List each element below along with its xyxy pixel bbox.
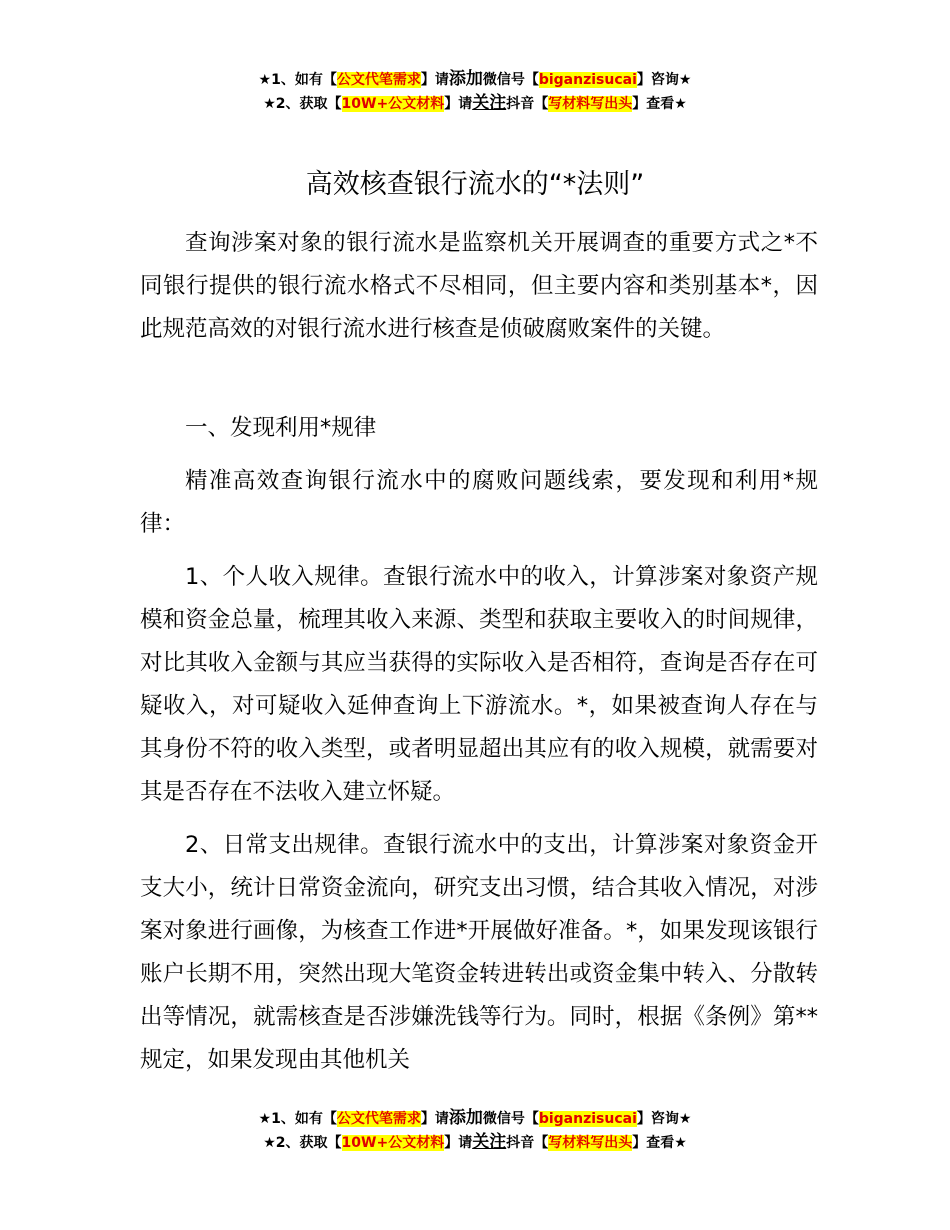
highlight-douyin: 写材料写出头 (548, 1135, 633, 1151)
star-icon: ★ (263, 1135, 276, 1151)
banner-emphasis: 关注 (472, 93, 507, 113)
banner-emphasis: 添加 (448, 1108, 483, 1128)
banner-text: 】查看 (632, 96, 675, 112)
highlight-service: 公文代笔需求 (336, 72, 421, 88)
star-icon: ★ (258, 1111, 272, 1127)
paragraph-text: 精准高效查询银行流水中的腐败问题线索，要发现和利用*规律： (140, 468, 818, 537)
banner-text: 微信号【 (482, 72, 539, 88)
banner-text: 】咨询 (636, 72, 679, 88)
banner-text: 1、如有【 (271, 1111, 337, 1127)
banner-line-2 (0, 92, 950, 116)
highlight-wechat-id: biganzisucai (538, 1111, 637, 1127)
star-icon: ★ (674, 1135, 687, 1151)
banner-emphasis: 添加 (448, 69, 483, 89)
document-title: 高效核查银行流水的“*法则” (305, 169, 645, 200)
banner-text: 1、如有【 (271, 72, 337, 88)
banner-text: 2、获取【 (275, 96, 342, 112)
highlight-douyin: 写材料写出头 (548, 96, 633, 112)
banner-text: 微信号【 (482, 1111, 539, 1127)
highlight-materials: 10W+公文材料 (341, 96, 445, 112)
star-icon: ★ (674, 96, 687, 112)
banner-text: 】咨询 (636, 1111, 679, 1127)
footer-banner (0, 1107, 950, 1155)
paragraph-text: 查询涉案对象的银行流水是监察机关开展调查的重要方式之*不同银行提供的银行流水格式不尽相同，但主要内容和类别基本*，因此规范高效的对银行流水进行核查是侦破腐败案件的关键。 (140, 230, 818, 342)
header-banner (0, 68, 950, 116)
heading-text: 一、发现利用*规律 (185, 415, 377, 441)
paragraph-text: 2、日常支出规律。查银行流水中的支出，计算涉案对象资金开支大小，统计日常资金流向，研究支出习惯，结合其收入情况，对涉案对象进行画像，为核查工作进*开展做好准备。*，如果发现该银行账户长期不用，突然出现大笔资金转进转出或资金集中转入、分散转出等情况，就需核查是否涉嫌洗钱等行为。同时，根据《条例》第**规定，如果发现由其他机关 (140, 832, 818, 1073)
star-icon: ★ (678, 1111, 692, 1127)
highlight-service: 公文代笔需求 (336, 1111, 421, 1127)
banner-text: 】请 (420, 72, 449, 88)
section-heading (140, 407, 818, 450)
paragraph-rule-1 (140, 556, 818, 814)
banner-text: 】请 (444, 96, 473, 112)
paragraph-rule-2 (140, 824, 818, 1082)
highlight-wechat-id: biganzisucai (538, 72, 637, 88)
paragraph-intro (140, 222, 818, 351)
banner-line-2 (0, 1131, 950, 1155)
star-icon: ★ (258, 72, 272, 88)
banner-text: 】请 (444, 1135, 473, 1151)
banner-text: 】请 (420, 1111, 449, 1127)
paragraph-rule-intro (140, 460, 818, 546)
banner-text: 2、获取【 (275, 1135, 342, 1151)
highlight-materials: 10W+公文材料 (341, 1135, 445, 1151)
star-icon: ★ (678, 72, 692, 88)
banner-text: 抖音【 (506, 1135, 549, 1151)
banner-line-1 (0, 68, 950, 92)
banner-emphasis: 关注 (472, 1132, 507, 1152)
paragraph-text: 1、个人收入规律。查银行流水中的收入，计算涉案对象资产规模和资金总量，梳理其收入来源、类型和获取主要收入的时间规律，对比其收入金额与其应当获得的实际收入是否相符，查询是否存在可疑收入，对可疑收入延伸查询上下游流水。*，如果被查询人存在与其身份不符的收入类型，或者明显超出其应有的收入规模，就需要对其是否存在不法收入建立怀疑。 (140, 564, 818, 805)
star-icon: ★ (263, 96, 276, 112)
banner-line-1 (0, 1107, 950, 1131)
banner-text: 】查看 (632, 1135, 675, 1151)
banner-text: 抖音【 (506, 96, 549, 112)
